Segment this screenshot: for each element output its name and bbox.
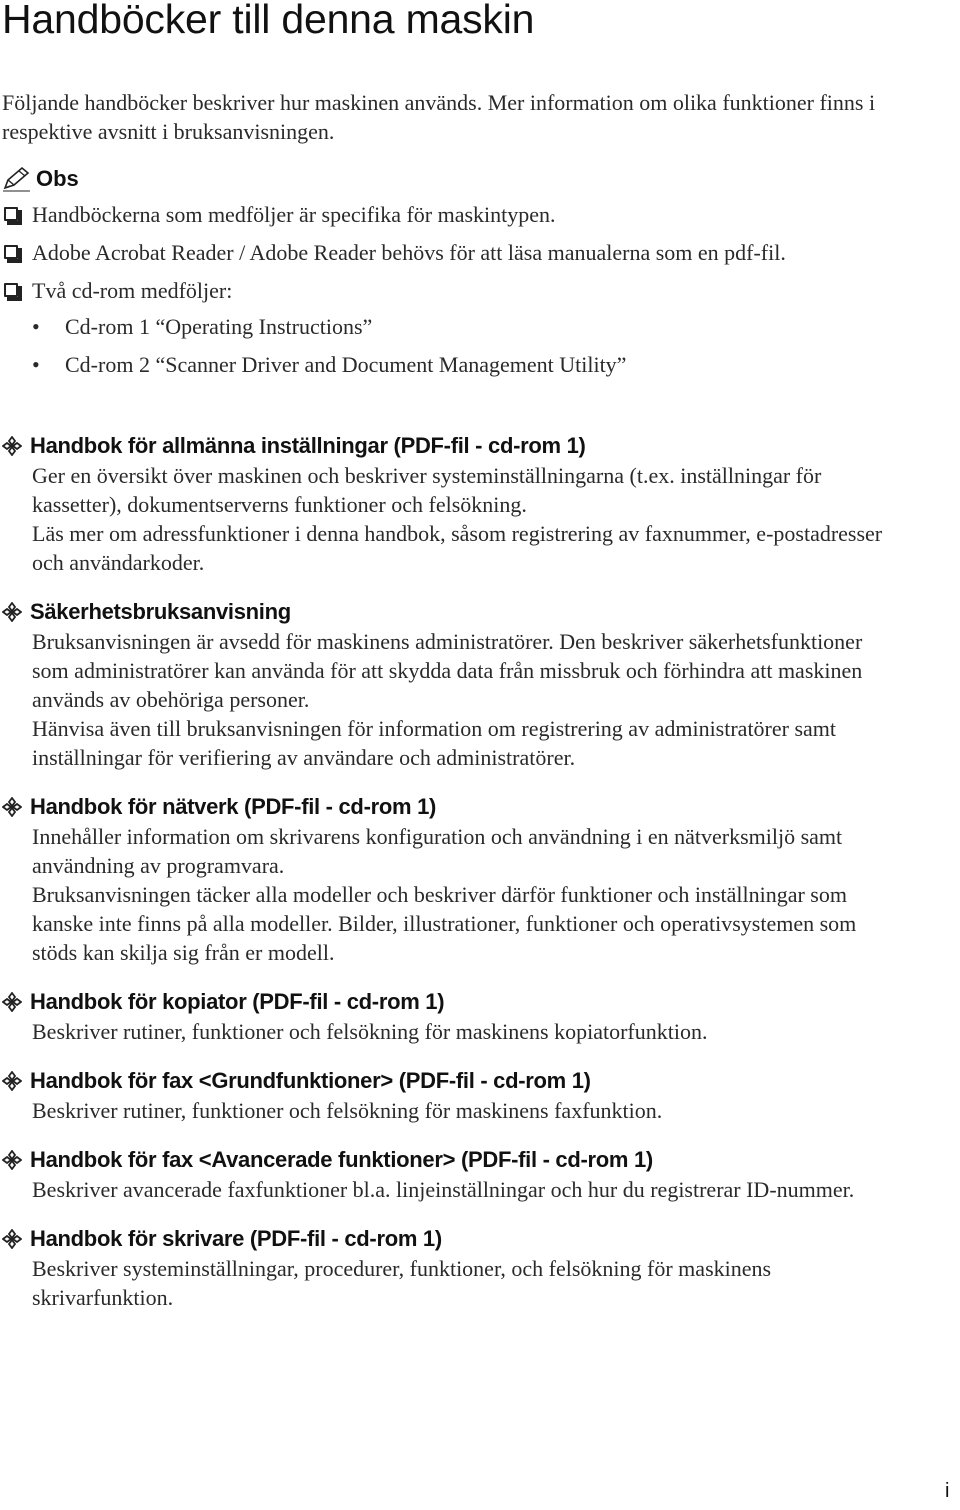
intro-paragraph: Följande handböcker beskriver hur maskinen används. Mer information om olika funktioner finns i respektive avsnitt i bruksanvisningen.: [2, 90, 876, 144]
obs-heading-label: Obs: [36, 166, 79, 191]
pencil-note-icon: [2, 166, 32, 192]
page-number: i: [945, 1480, 950, 1502]
section-body: [2, 1096, 902, 1125]
section-body: [2, 627, 902, 772]
obs-note-text: Två cd-rom medföljer:: [32, 278, 233, 303]
section-heading-label: Handbok för kopiator (PDF-fil - cd-rom 1): [30, 989, 445, 1014]
section-paragraph: Hänvisa även till bruksanvisningen för information om registrering av administratörer samt inställningar för verifiering av användare och administratörer.: [32, 716, 837, 770]
section-heading-label: Handbok för fax <Avancerade funktioner> (PDF-fil - cd-rom 1): [30, 1147, 653, 1172]
bullet-dot-icon: •: [32, 352, 40, 377]
section-paragraph: Beskriver systeminställningar, procedurer, funktioner, och felsökning för maskinens skrivarfunktion.: [32, 1256, 772, 1310]
diamond-bullet-icon: [2, 992, 30, 1012]
obs-note-list: [2, 200, 902, 388]
section-heading: [2, 792, 902, 822]
section-body: [2, 461, 902, 577]
obs-heading: [2, 166, 79, 192]
obs-note-text: Adobe Acrobat Reader / Adobe Reader behövs för att läsa manualerna som en pdf-fil.: [32, 240, 786, 265]
section-heading: [2, 1145, 902, 1175]
section-paragraph: Beskriver avancerade faxfunktioner bl.a. linjeinställningar och hur du registrerar ID-nummer.: [32, 1177, 855, 1202]
diamond-bullet-icon: [2, 436, 30, 456]
manual-section: [2, 1145, 902, 1204]
section-paragraph: Bruksanvisningen täcker alla modeller och beskriver därför funktioner och inställningar som kanske inte finns på alla modeller. Bilder, illustrationer, funktioner och operativsystemen som stöds kan skilja sig från er modell.: [32, 882, 857, 965]
obs-note: [2, 200, 902, 230]
manual-section: [2, 792, 902, 967]
section-heading-label: Säkerhetsbruksanvisning: [30, 599, 291, 624]
cdrom-list: [32, 312, 902, 380]
section-heading: [2, 431, 902, 461]
bullet-dot-icon: •: [32, 314, 40, 339]
manual-section: [2, 1224, 902, 1312]
page-title: Handböcker till denna maskin: [2, 0, 535, 42]
manual-sections: [2, 431, 902, 1332]
section-paragraph: Ger en översikt över maskinen och beskriver systeminställningarna (t.ex. inställningar för kassetter), dokumentserverns funktioner och felsökning.: [32, 463, 822, 517]
section-heading: [2, 597, 902, 627]
section-paragraph: Bruksanvisningen är avsedd för maskinens administratörer. Den beskriver säkerhetsfunktioner som administratörer kan använda för att skydda data från missbruk och förhindra att maskinen används av obehöriga personer.: [32, 629, 863, 712]
diamond-bullet-icon: [2, 602, 30, 622]
obs-note: [2, 238, 902, 268]
checkbox-bullet-icon: [4, 283, 18, 297]
section-heading-label: Handbok för allmänna inställningar (PDF-fil - cd-rom 1): [30, 433, 586, 458]
section-heading: [2, 987, 902, 1017]
section-paragraph: Beskriver rutiner, funktioner och felsökning för maskinens kopiatorfunktion.: [32, 1019, 708, 1044]
obs-note-text: Handböckerna som medföljer är specifika för maskintypen.: [32, 202, 556, 227]
manual-section: [2, 431, 902, 577]
section-heading: [2, 1224, 902, 1254]
diamond-bullet-icon: [2, 797, 30, 817]
section-paragraph: Läs mer om adressfunktioner i denna handbok, såsom registrering av faxnummer, e-postadresser och användarkoder.: [32, 521, 883, 575]
section-heading: [2, 1066, 902, 1096]
manual-section: [2, 597, 902, 772]
section-body: [2, 1017, 902, 1046]
section-paragraph: Innehåller information om skrivarens konfiguration och användning i en nätverksmiljö samt användning av programvara.: [32, 824, 843, 878]
section-body: [2, 822, 902, 967]
manual-section: [2, 1066, 902, 1125]
cdrom-item-text: Cd-rom 2 “Scanner Driver and Document Management Utility”: [65, 352, 627, 377]
section-heading-label: Handbok för fax <Grundfunktioner> (PDF-fil - cd-rom 1): [30, 1068, 591, 1093]
section-paragraph: Beskriver rutiner, funktioner och felsökning för maskinens faxfunktion.: [32, 1098, 663, 1123]
manual-section: [2, 987, 902, 1046]
checkbox-bullet-icon: [4, 207, 18, 221]
obs-note: [2, 276, 902, 380]
cdrom-item-text: Cd-rom 1 “Operating Instructions”: [65, 314, 373, 339]
section-heading-label: Handbok för nätverk (PDF-fil - cd-rom 1): [30, 794, 437, 819]
cdrom-item: [32, 312, 902, 342]
section-heading-label: Handbok för skrivare (PDF-fil - cd-rom 1): [30, 1226, 442, 1251]
section-body: [2, 1254, 902, 1312]
checkbox-bullet-icon: [4, 245, 18, 259]
cdrom-item: [32, 350, 902, 380]
section-body: [2, 1175, 902, 1204]
diamond-bullet-icon: [2, 1071, 30, 1091]
diamond-bullet-icon: [2, 1150, 30, 1170]
diamond-bullet-icon: [2, 1229, 30, 1249]
